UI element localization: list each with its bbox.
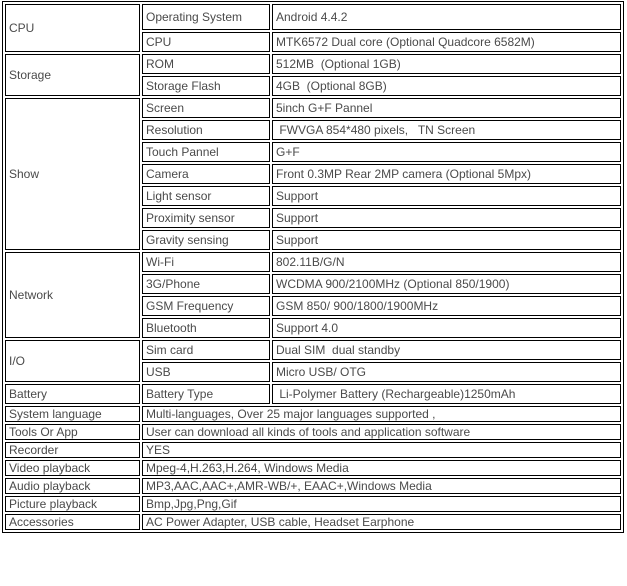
row-label-tools-or-app: Tools Or App (5, 424, 140, 440)
spec-value-cell: MP3,AAC,AAC+,AMR-WB/+, EAAC+,Windows Media (142, 478, 621, 494)
spec-label-cell: ROM (142, 54, 270, 74)
spec-value-cell: 802.11B/G/N (272, 252, 621, 272)
spec-value-cell: Multi-languages, Over 25 major languages supported , (142, 406, 621, 422)
spec-label-cell: Resolution (142, 120, 270, 140)
table-row (5, 478, 621, 494)
table-row (5, 496, 621, 512)
spec-label-cell: Sim card (142, 340, 270, 360)
spec-label-cell: Camera (142, 164, 270, 184)
spec-value-cell: Mpeg-4,H.263,H.264, Windows Media (142, 460, 621, 476)
spec-value-cell: Bmp,Jpg,Png,Gif (142, 496, 621, 512)
spec-label-cell: GSM Frequency (142, 296, 270, 316)
spec-value-cell: User can download all kinds of tools and application software (142, 424, 621, 440)
spec-value-cell: Support 4.0 (272, 318, 621, 338)
spec-value-cell: Li-Polymer Battery (Rechargeable)1250mAh (272, 384, 621, 404)
table-row (5, 514, 621, 530)
spec-value-cell: 5inch G+F Pannel (272, 98, 621, 118)
table-row (5, 340, 621, 360)
spec-label-cell: 3G/Phone (142, 274, 270, 294)
table-row (5, 252, 621, 272)
spec-label-cell: Proximity sensor (142, 208, 270, 228)
table-row (5, 4, 621, 30)
category-cell-show: Show (5, 98, 140, 250)
spec-label-cell: Storage Flash (142, 76, 270, 96)
category-cell-network: Network (5, 252, 140, 338)
spec-value-cell: FWVGA 854*480 pixels, TN Screen (272, 120, 621, 140)
category-cell-battery: Battery (5, 384, 140, 404)
spec-value-cell: Support (272, 186, 621, 206)
table-row (5, 384, 621, 404)
spec-value-cell: Android 4.4.2 (272, 4, 621, 30)
category-cell-cpu: CPU (5, 4, 140, 52)
row-label-video-playback: Video playback (5, 460, 140, 476)
spec-label-cell: CPU (142, 32, 270, 52)
spec-value-cell: YES (142, 442, 621, 458)
row-label-picture-playback: Picture playback (5, 496, 140, 512)
row-label-accessories: Accessories (5, 514, 140, 530)
spec-value-cell: Dual SIM dual standby (272, 340, 621, 360)
spec-value-cell: GSM 850/ 900/1800/1900MHz (272, 296, 621, 316)
row-label-system-language: System language (5, 406, 140, 422)
table-row (5, 424, 621, 440)
category-cell-storage: Storage (5, 54, 140, 96)
spec-value-cell: 4GB (Optional 8GB) (272, 76, 621, 96)
spec-label-cell: Operating System (142, 4, 270, 30)
table-row (5, 442, 621, 458)
row-label-recorder: Recorder (5, 442, 140, 458)
table-row (5, 460, 621, 476)
spec-value-cell: MTK6572 Dual core (Optional Quadcore 6582M) (272, 32, 621, 52)
row-label-audio-playback: Audio playback (5, 478, 140, 494)
spec-value-cell: Support (272, 208, 621, 228)
spec-label-cell: Gravity sensing (142, 230, 270, 250)
spec-label-cell: Touch Pannel (142, 142, 270, 162)
table-row (5, 98, 621, 118)
spec-value-cell: Micro USB/ OTG (272, 362, 621, 382)
table-row (5, 54, 621, 74)
spec-value-cell: G+F (272, 142, 621, 162)
category-cell-io: I/O (5, 340, 140, 382)
spec-label-cell: Light sensor (142, 186, 270, 206)
spec-value-cell: Support (272, 230, 621, 250)
spec-value-cell: AC Power Adapter, USB cable, Headset Earphone (142, 514, 621, 530)
spec-value-cell: WCDMA 900/2100MHz (Optional 850/1900) (272, 274, 621, 294)
spec-label-cell: Battery Type (142, 384, 270, 404)
spec-label-cell: Wi-Fi (142, 252, 270, 272)
spec-table (2, 1, 624, 533)
table-row (5, 406, 621, 422)
spec-label-cell: USB (142, 362, 270, 382)
spec-label-cell: Bluetooth (142, 318, 270, 338)
spec-value-cell: 512MB (Optional 1GB) (272, 54, 621, 74)
spec-label-cell: Screen (142, 98, 270, 118)
spec-value-cell: Front 0.3MP Rear 2MP camera (Optional 5Mpx) (272, 164, 621, 184)
